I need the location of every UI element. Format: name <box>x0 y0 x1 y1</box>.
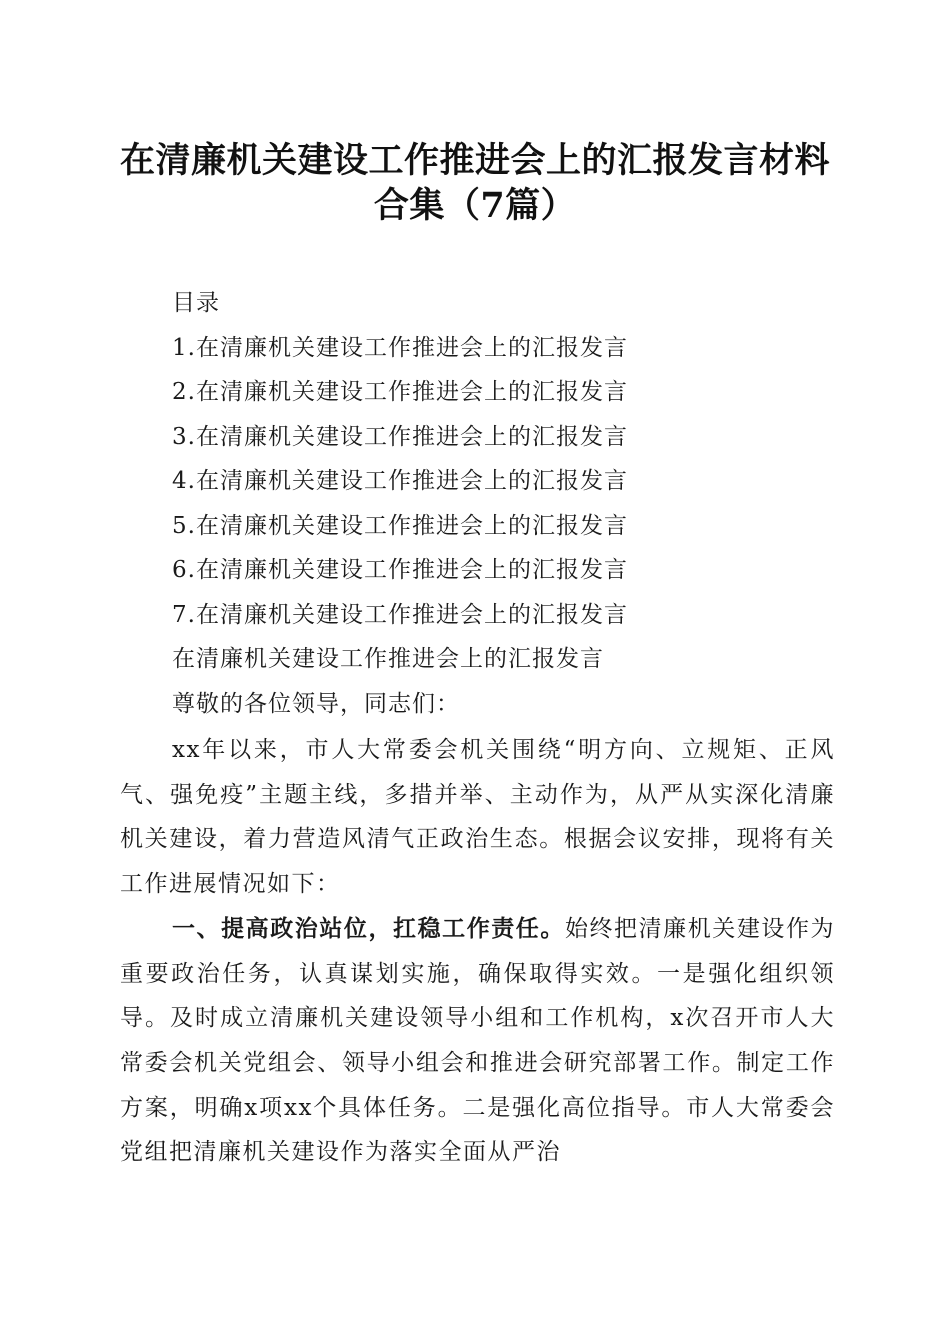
greeting: 尊敬的各位领导，同志们： <box>172 690 460 717</box>
section-1-text: 始终把清廉机关建设作为重要政治任务，认真谋划实施，确保取得实效。一是强化组织领导。及时成立清廉机关建设领导小组和工作机构，x次召开市人大常委会机关党组会、领导小组会和推进会研究部署工作。制定工作方案，明确x项xx个具体任务。二是强化高位指导。市人大常委会党组把清廉机关建设作为落实全面从严治 <box>120 915 836 1166</box>
toc-item: 1.在清廉机关建设工作推进会上的汇报发言 <box>172 334 628 361</box>
toc-item: 2.在清廉机关建设工作推进会上的汇报发言 <box>172 379 628 405</box>
toc-item: 7.在清廉机关建设工作推进会上的汇报发言 <box>172 601 628 628</box>
title-line-2: 合集（7篇） <box>373 185 577 226</box>
title-line-1: 在清廉机关建设工作推进会上的汇报发言材料 <box>119 140 830 181</box>
toc-item: 5.在清廉机关建设工作推进会上的汇报发言 <box>172 512 628 539</box>
toc-item: 3.在清廉机关建设工作推进会上的汇报发言 <box>172 423 628 450</box>
document-title <box>100 138 850 228</box>
section-1-heading: 一、提高政治站位，扛稳工作责任。 <box>172 914 565 942</box>
toc-item: 6.在清廉机关建设工作推进会上的汇报发言 <box>172 557 628 583</box>
toc-item: 4.在清廉机关建设工作推进会上的汇报发言 <box>172 468 628 494</box>
table-of-contents <box>172 281 852 726</box>
speech-body <box>120 728 835 1175</box>
speech-title: 在清廉机关建设工作推进会上的汇报发言 <box>172 646 604 672</box>
intro-paragraph: xx年以来，市人大常委会机关围绕“明方向、立规矩、正风气、强免疫”主题主线，多措并举、主动作为，从严从实深化清廉机关建设，着力营造风清气正政治生态。根据会议安排，现将有关工作进展情况如下： <box>120 737 835 898</box>
toc-heading: 目录 <box>172 290 220 316</box>
section-1-paragraph <box>120 907 835 1175</box>
